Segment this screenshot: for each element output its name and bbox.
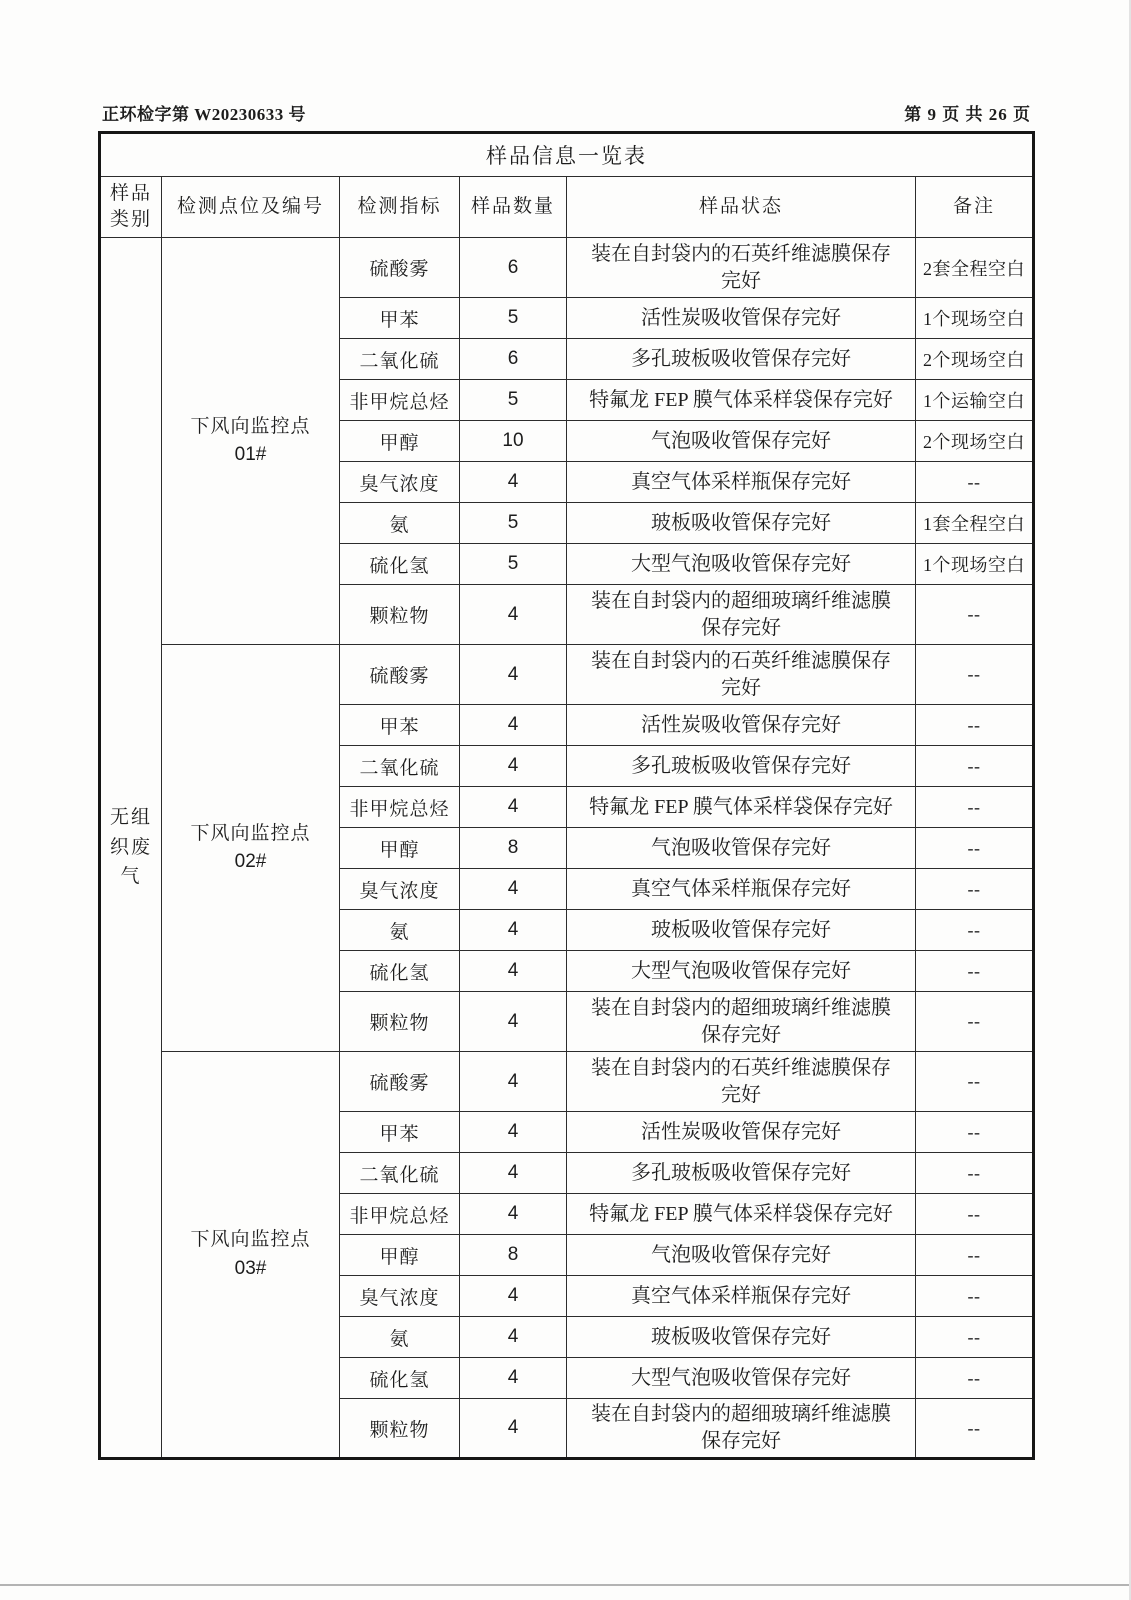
sample-status-cell: 多孔玻板吸收管保存完好 [567, 746, 916, 787]
monitoring-point-id: 02# [234, 851, 267, 872]
note-cell: -- [916, 585, 1034, 645]
note-cell: -- [916, 1276, 1034, 1317]
indicator-cell: 臭气浓度 [340, 462, 460, 503]
sample-count-cell: 4 [460, 462, 567, 503]
note-cell: -- [916, 1358, 1034, 1399]
indicator-cell: 臭气浓度 [340, 1276, 460, 1317]
column-header-indicator: 检测指标 [340, 177, 460, 238]
column-header-sample-category: 样品类别 [100, 177, 162, 238]
monitoring-point-cell [162, 645, 340, 1052]
note-cell: 2套全程空白 [916, 238, 1034, 298]
sample-count-cell: 4 [460, 705, 567, 746]
sample-status-cell: 真空气体采样瓶保存完好 [567, 1276, 916, 1317]
indicator-cell: 硫酸雾 [340, 238, 460, 298]
indicator-cell: 甲苯 [340, 298, 460, 339]
note-cell: -- [916, 1399, 1034, 1459]
indicator-cell: 甲醇 [340, 1235, 460, 1276]
sample-count-cell: 4 [460, 1153, 567, 1194]
page-number: 第 9 页 共 26 页 [904, 105, 1031, 124]
note-cell: 2个现场空白 [916, 421, 1034, 462]
table-row [100, 645, 1034, 705]
indicator-cell: 甲醇 [340, 421, 460, 462]
note-cell: -- [916, 1112, 1034, 1153]
note-cell: -- [916, 828, 1034, 869]
indicator-cell: 二氧化硫 [340, 1153, 460, 1194]
sample-status-cell: 大型气泡吸收管保存完好 [567, 951, 916, 992]
table-title: 样品信息一览表 [100, 133, 1034, 177]
sample-count-cell: 5 [460, 380, 567, 421]
indicator-cell: 甲苯 [340, 705, 460, 746]
note-cell: -- [916, 645, 1034, 705]
sample-status-cell: 特氟龙 FEP 膜气体采样袋保存完好 [567, 1194, 916, 1235]
note-cell: -- [916, 1153, 1034, 1194]
sample-count-cell: 4 [460, 787, 567, 828]
sample-status-cell: 装在自封袋内的超细玻璃纤维滤膜保存完好 [567, 992, 916, 1052]
sample-status-cell: 活性炭吸收管保存完好 [567, 1112, 916, 1153]
sample-status-cell: 气泡吸收管保存完好 [567, 828, 916, 869]
sample-count-cell: 4 [460, 1399, 567, 1459]
table-row [100, 1052, 1034, 1112]
note-cell: 1个现场空白 [916, 298, 1034, 339]
note-cell: -- [916, 1235, 1034, 1276]
sample-count-cell: 4 [460, 1112, 567, 1153]
sample-count-cell: 5 [460, 298, 567, 339]
sample-category-cell [100, 238, 162, 1459]
sample-count-cell: 4 [460, 645, 567, 705]
note-cell: -- [916, 910, 1034, 951]
sample-status-cell: 特氟龙 FEP 膜气体采样袋保存完好 [567, 380, 916, 421]
sample-count-cell: 4 [460, 992, 567, 1052]
sample-status-cell: 活性炭吸收管保存完好 [567, 705, 916, 746]
sample-status-cell: 特氟龙 FEP 膜气体采样袋保存完好 [567, 787, 916, 828]
sample-count-cell: 4 [460, 910, 567, 951]
column-header-sample-count: 样品数量 [460, 177, 567, 238]
note-cell: -- [916, 869, 1034, 910]
sample-status-cell: 大型气泡吸收管保存完好 [567, 544, 916, 585]
note-cell: -- [916, 705, 1034, 746]
note-cell: 1个现场空白 [916, 544, 1034, 585]
sample-status-cell: 装在自封袋内的石英纤维滤膜保存完好 [567, 1052, 916, 1112]
note-cell: -- [916, 1194, 1034, 1235]
sample-count-cell: 4 [460, 585, 567, 645]
sample-count-cell: 5 [460, 503, 567, 544]
sample-status-cell: 装在自封袋内的石英纤维滤膜保存完好 [567, 238, 916, 298]
indicator-cell: 臭气浓度 [340, 869, 460, 910]
note-cell: -- [916, 746, 1034, 787]
sample-info-table [98, 131, 1035, 1460]
sample-status-cell: 活性炭吸收管保存完好 [567, 298, 916, 339]
indicator-cell: 颗粒物 [340, 992, 460, 1052]
indicator-cell: 甲苯 [340, 1112, 460, 1153]
monitoring-point-name: 下风向监控点 [190, 415, 311, 437]
indicator-cell: 氨 [340, 910, 460, 951]
column-header-sample-status: 样品状态 [567, 177, 916, 238]
sample-count-cell: 5 [460, 544, 567, 585]
note-cell: -- [916, 787, 1034, 828]
sample-count-cell: 4 [460, 1276, 567, 1317]
sample-count-cell: 4 [460, 746, 567, 787]
sample-status-cell: 玻板吸收管保存完好 [567, 1317, 916, 1358]
sample-count-cell: 4 [460, 1317, 567, 1358]
indicator-cell: 二氧化硫 [340, 746, 460, 787]
sample-count-cell: 4 [460, 869, 567, 910]
indicator-cell: 硫化氢 [340, 544, 460, 585]
sample-status-cell: 真空气体采样瓶保存完好 [567, 869, 916, 910]
note-cell: 1个运输空白 [916, 380, 1034, 421]
note-cell: 1套全程空白 [916, 503, 1034, 544]
sample-status-cell: 气泡吸收管保存完好 [567, 421, 916, 462]
sample-status-cell: 玻板吸收管保存完好 [567, 503, 916, 544]
indicator-cell: 颗粒物 [340, 1399, 460, 1459]
sample-count-cell: 4 [460, 951, 567, 992]
table-body [100, 238, 1034, 1459]
scan-edge-line [0, 1584, 1131, 1586]
indicator-cell: 非甲烷总烃 [340, 787, 460, 828]
indicator-cell: 硫化氢 [340, 951, 460, 992]
sample-count-cell: 4 [460, 1194, 567, 1235]
monitoring-point-cell [162, 1052, 340, 1459]
note-cell: -- [916, 1317, 1034, 1358]
note-cell: -- [916, 1052, 1034, 1112]
note-cell: -- [916, 992, 1034, 1052]
column-header-monitoring-point: 检测点位及编号 [162, 177, 340, 238]
monitoring-point-cell [162, 238, 340, 645]
sample-status-cell: 装在自封袋内的超细玻璃纤维滤膜保存完好 [567, 585, 916, 645]
table-header-row [100, 177, 1034, 238]
sample-count-cell: 8 [460, 1235, 567, 1276]
sample-count-cell: 8 [460, 828, 567, 869]
note-cell: -- [916, 951, 1034, 992]
sample-category-line: 织废 [109, 836, 152, 858]
sample-status-cell: 真空气体采样瓶保存完好 [567, 462, 916, 503]
sample-status-cell: 玻板吸收管保存完好 [567, 910, 916, 951]
indicator-cell: 硫酸雾 [340, 645, 460, 705]
indicator-cell: 氨 [340, 503, 460, 544]
sample-count-cell: 6 [460, 238, 567, 298]
indicator-cell: 颗粒物 [340, 585, 460, 645]
sample-status-cell: 多孔玻板吸收管保存完好 [567, 339, 916, 380]
indicator-cell: 非甲烷总烃 [340, 380, 460, 421]
monitoring-point-id: 01# [234, 444, 267, 465]
indicator-cell: 甲醇 [340, 828, 460, 869]
sample-status-cell: 气泡吸收管保存完好 [567, 1235, 916, 1276]
indicator-cell: 非甲烷总烃 [340, 1194, 460, 1235]
sample-status-cell: 装在自封袋内的超细玻璃纤维滤膜保存完好 [567, 1399, 916, 1459]
monitoring-point-id: 03# [234, 1257, 267, 1279]
monitoring-point-name: 下风向监控点 [190, 822, 311, 844]
sample-count-cell: 4 [460, 1052, 567, 1112]
sample-count-cell: 6 [460, 339, 567, 380]
sample-category-line: 无组 [109, 807, 152, 829]
table-row [100, 238, 1034, 298]
sample-category-line: 气 [120, 866, 142, 888]
report-number: 正环检字第 W20230633 号 [102, 105, 306, 124]
note-cell: -- [916, 462, 1034, 503]
indicator-cell: 硫酸雾 [340, 1052, 460, 1112]
indicator-cell: 氨 [340, 1317, 460, 1358]
note-cell: 2个现场空白 [916, 339, 1034, 380]
sample-count-cell: 10 [460, 421, 567, 462]
sample-status-cell: 大型气泡吸收管保存完好 [567, 1358, 916, 1399]
column-header-note: 备注 [916, 177, 1034, 238]
monitoring-point-name: 下风向监控点 [190, 1229, 311, 1250]
sample-status-cell: 多孔玻板吸收管保存完好 [567, 1153, 916, 1194]
sample-count-cell: 4 [460, 1358, 567, 1399]
indicator-cell: 硫化氢 [340, 1358, 460, 1399]
table-title-row [100, 133, 1034, 177]
indicator-cell: 二氧化硫 [340, 339, 460, 380]
sample-status-cell: 装在自封袋内的石英纤维滤膜保存完好 [567, 645, 916, 705]
